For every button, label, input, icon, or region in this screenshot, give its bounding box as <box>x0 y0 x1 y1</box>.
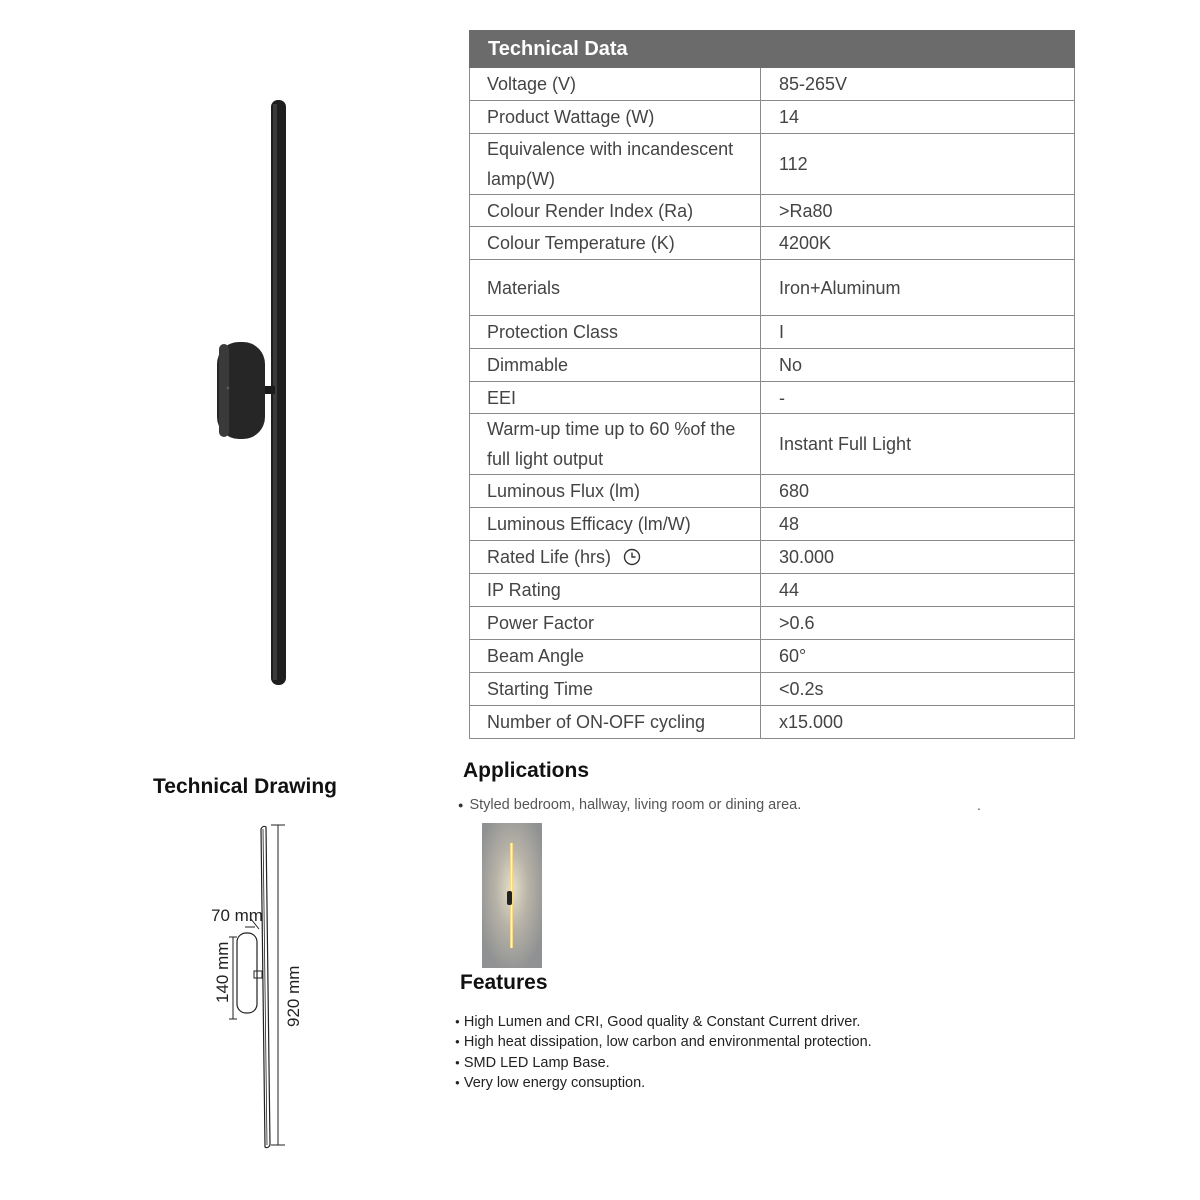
table-row <box>470 68 1075 101</box>
row-label <box>470 316 761 349</box>
applications-item <box>458 797 801 813</box>
applications-text: Styled bedroom, hallway, living room or dining area. <box>469 797 802 813</box>
row-value: - <box>761 382 1075 414</box>
row-label <box>470 260 761 316</box>
row-label <box>470 541 761 574</box>
row-label-text: Beam Angle <box>487 646 585 666</box>
row-label-text: Starting Time <box>487 679 594 699</box>
feature-text: High Lumen and CRI, Good quality & Constant Current driver. <box>463 1014 861 1030</box>
row-value: 14 <box>761 101 1075 134</box>
row-label <box>470 673 761 706</box>
row-label-text: Warm-up time up to 60 %of the full light output <box>487 419 736 469</box>
table-row <box>470 541 1075 574</box>
feature-item <box>455 1012 872 1032</box>
row-label-text: Voltage (V) <box>487 74 577 94</box>
table-row <box>470 227 1075 260</box>
bullet-icon: ● <box>455 1037 460 1047</box>
feature-item <box>455 1032 872 1052</box>
row-label-text: Dimmable <box>487 355 569 375</box>
row-value: >Ra80 <box>761 195 1075 227</box>
row-label <box>470 574 761 607</box>
row-value: <0.2s <box>761 673 1075 706</box>
table-row <box>470 706 1075 739</box>
row-label <box>470 414 761 475</box>
row-value: x15.000 <box>761 706 1075 739</box>
row-label <box>470 195 761 227</box>
row-label-text: Product Wattage (W) <box>487 107 655 127</box>
table-row <box>470 508 1075 541</box>
row-value: 4200K <box>761 227 1075 260</box>
clock-icon <box>611 547 641 567</box>
table-row <box>470 673 1075 706</box>
table-row <box>470 195 1075 227</box>
row-value: Iron+Aluminum <box>761 260 1075 316</box>
row-label-text: Luminous Efficacy (lm/W) <box>487 514 691 534</box>
drawing-rod <box>261 826 270 1147</box>
features-title: Features <box>460 971 548 994</box>
feature-text: High heat dissipation, low carbon and environmental protection. <box>463 1034 872 1051</box>
base-dimension-label: 140 mm <box>213 941 232 1003</box>
row-label-text: Protection Class <box>487 322 619 342</box>
table-row <box>470 414 1075 475</box>
applications-trailing-dot: . <box>977 797 981 813</box>
depth-dimension-label: 70 mm <box>211 906 263 925</box>
row-label-text: EEI <box>487 387 517 408</box>
row-label <box>470 508 761 541</box>
bullet-icon: ● <box>455 1077 460 1087</box>
table-row <box>470 574 1075 607</box>
row-value: Instant Full Light <box>761 414 1075 475</box>
row-label-text: Rated Life (hrs) <box>487 547 612 567</box>
row-value: 680 <box>761 475 1075 508</box>
table-row <box>470 260 1075 316</box>
row-label-text: Materials <box>487 277 561 298</box>
bullet-icon: ● <box>455 1017 460 1027</box>
row-label <box>470 101 761 134</box>
row-label-text: Number of ON-OFF cycling <box>487 712 706 732</box>
table-row <box>470 349 1075 382</box>
row-label-text: Colour Render Index (Ra) <box>487 200 694 221</box>
row-label-text: Equivalence with incandescent lamp(W) <box>487 139 734 189</box>
application-photo <box>482 823 542 968</box>
row-label-text: Colour Temperature (K) <box>487 233 675 253</box>
table-row <box>470 101 1075 134</box>
feature-item <box>455 1053 872 1073</box>
table-row <box>470 382 1075 414</box>
feature-item <box>455 1073 872 1093</box>
row-label <box>470 349 761 382</box>
table-row <box>470 607 1075 640</box>
row-value: >0.6 <box>761 607 1075 640</box>
technical-drawing-title: Technical Drawing <box>153 775 337 798</box>
product-image <box>0 0 420 740</box>
applications-title: Applications <box>463 759 590 782</box>
table-row <box>470 316 1075 349</box>
row-value: 44 <box>761 574 1075 607</box>
row-value: I <box>761 316 1075 349</box>
row-label <box>470 475 761 508</box>
bullet-icon: ● <box>455 1057 460 1067</box>
row-value: No <box>761 349 1075 382</box>
bullet-icon: ● <box>458 800 464 811</box>
row-value: 112 <box>761 134 1075 195</box>
row-label <box>470 382 761 414</box>
feature-text: Very low energy consuption. <box>463 1074 646 1091</box>
row-label <box>470 607 761 640</box>
features-list <box>455 1012 872 1093</box>
row-value: 30.000 <box>761 541 1075 574</box>
row-label <box>470 68 761 101</box>
row-label <box>470 134 761 195</box>
row-label <box>470 640 761 673</box>
technical-data-table <box>469 30 1075 739</box>
row-value: 60° <box>761 640 1075 673</box>
row-label-text: Power Factor <box>487 613 595 633</box>
row-label-text: Luminous Flux (lm) <box>487 481 641 501</box>
table-title: Technical Data <box>470 31 1075 68</box>
height-dimension-label: 920 mm <box>284 965 303 1027</box>
row-label-text: IP Rating <box>487 580 561 600</box>
table-row <box>470 640 1075 673</box>
feature-text: SMD LED Lamp Base. <box>463 1054 610 1071</box>
technical-drawing <box>195 815 325 1155</box>
row-value: 85-265V <box>761 68 1075 101</box>
table-row <box>470 134 1075 195</box>
row-label <box>470 706 761 739</box>
row-value: 48 <box>761 508 1075 541</box>
row-label <box>470 227 761 260</box>
table-row <box>470 475 1075 508</box>
